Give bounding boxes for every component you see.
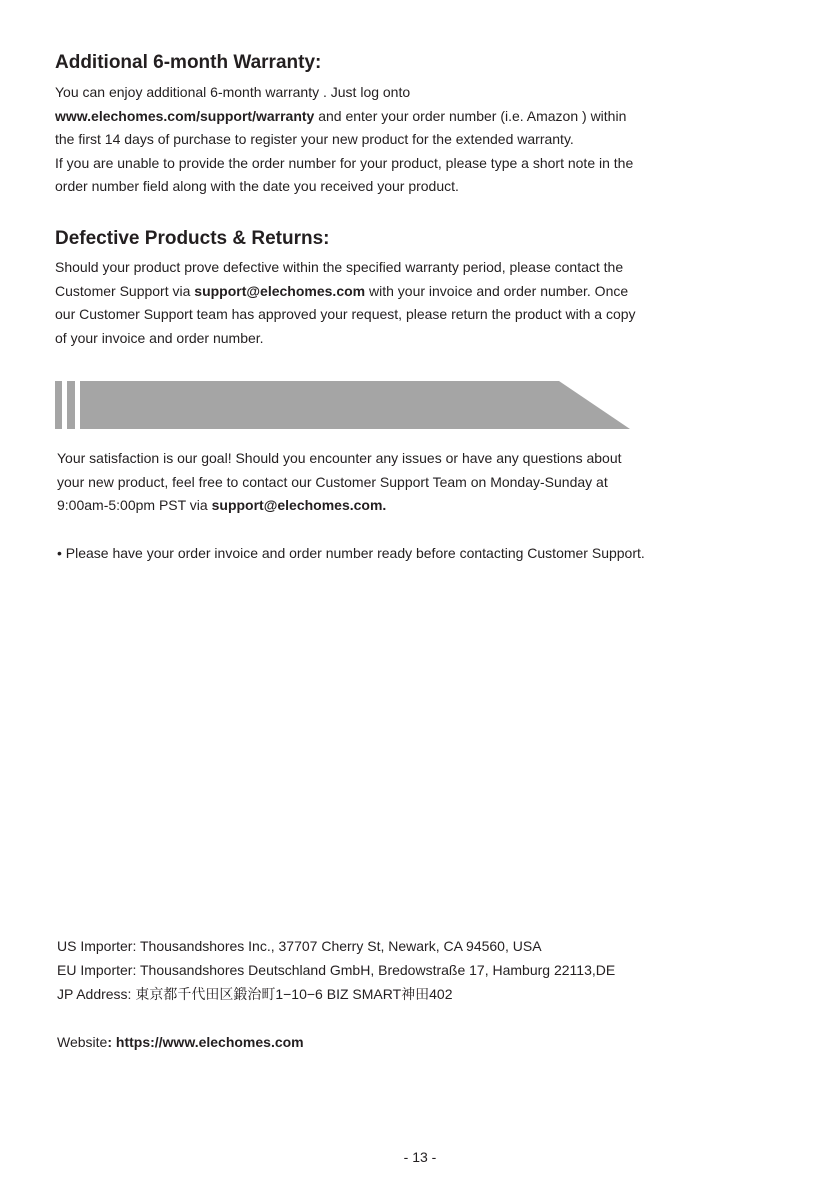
defective-line-1: Should your product prove defective within the specified warranty period, please contact the <box>55 259 624 275</box>
warranty-line-5: order number field along with the date you received your product. <box>55 178 459 194</box>
defective-heading: Defective Products & Returns: <box>55 228 330 249</box>
warranty-url-link[interactable]: www.elechomes.com/support/warranty <box>55 107 315 124</box>
website-link[interactable]: https://www.elechomes.com <box>115 1034 304 1050</box>
defective-line-2-post: with your invoice and order number. Once <box>365 282 629 299</box>
banner-stripe-2 <box>67 381 75 429</box>
warranty-line-2 <box>55 105 765 129</box>
banner-stripe-1 <box>55 381 62 429</box>
support-line-1: Your satisfaction is our goal! Should you encounter any issues or have any questions about <box>57 450 622 466</box>
warranty-line-3: the first 14 days of purchase to register your new product for the extended warranty. <box>55 131 574 147</box>
support-line-3-pre: 9:00am-5:00pm PST via <box>57 497 212 513</box>
banner-graphic <box>55 381 630 429</box>
support-bullet: • Please have your order invoice and order number ready before contacting Customer Support. <box>57 545 645 561</box>
defective-line-2 <box>55 280 765 304</box>
support-email[interactable]: support@elechomes.com. <box>211 497 387 513</box>
warranty-line-4: If you are unable to provide the order number for your product, please type a short note in the <box>55 154 634 171</box>
defective-text <box>55 256 765 350</box>
website-sep: : <box>107 1034 116 1050</box>
support-line-2: your new product, feel free to contact our Customer Support Team on Monday-Sunday at <box>57 473 608 490</box>
website-label: Website <box>57 1034 108 1050</box>
banner-bar <box>80 381 630 429</box>
warranty-line-2-rest: and enter your order number (i.e. Amazon ) within <box>314 107 627 124</box>
defective-support-email[interactable]: support@elechomes.com <box>194 282 366 299</box>
footer-jp-address: JP Address: 東京都千代田区鍛治町1−10−6 BIZ SMART神田402 <box>57 986 453 1002</box>
warranty-line-1: You can enjoy additional 6-month warranty . Just log onto <box>55 84 411 100</box>
section-banner <box>55 381 630 429</box>
support-text <box>57 447 767 518</box>
warranty-heading: Additional 6-month Warranty: <box>55 52 322 73</box>
footer-website <box>57 1031 304 1055</box>
footer-us-importer: US Importer: Thousandshores Inc., 37707 Cherry St, Newark, CA 94560, USA <box>57 938 542 954</box>
support-line-3 <box>57 494 767 518</box>
defective-line-2-pre: Customer Support via <box>55 282 195 299</box>
defective-line-3: our Customer Support team has approved your request, please return the product with a copy <box>55 306 636 322</box>
page-number: - 13 - <box>403 1149 437 1165</box>
defective-line-4: of your invoice and order number. <box>55 329 264 346</box>
footer-eu-importer: EU Importer: Thousandshores Deutschland GmbH, Bredowstraße 17, Hamburg 22113,DE <box>57 962 616 978</box>
warranty-text <box>55 81 765 199</box>
